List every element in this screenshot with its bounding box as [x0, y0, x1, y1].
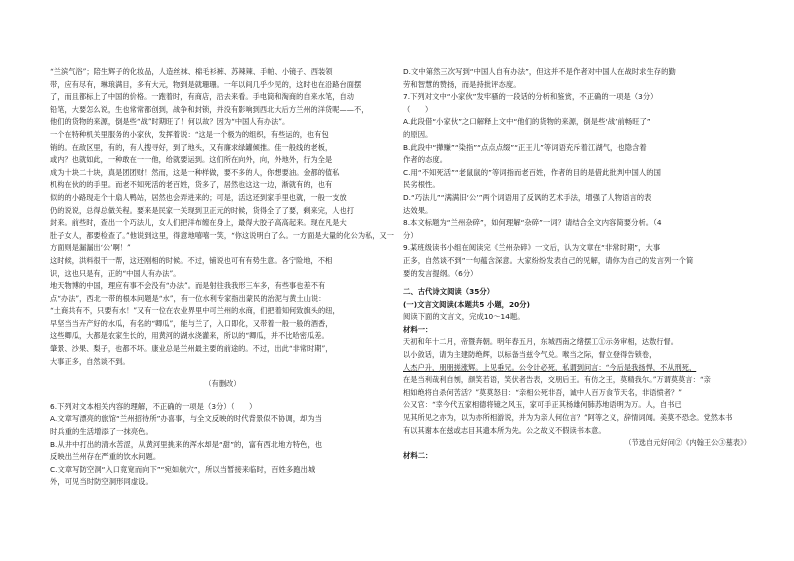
passage-line: 一个在特种机关里服务的小家伙，发挥着说：“这是一个极为的组织，有些运的，也有包 — [50, 129, 329, 139]
question-8-cont: 分） — [403, 230, 418, 240]
passage-line: 点“办法”，西北一带的根本问题是“水”，有一位水利专家指出蒙民的治泥与黄土山说： — [50, 293, 326, 303]
excerpt-note: （有删改） — [204, 379, 241, 389]
passage-line: 销的。在敌区里，有的，有人搜寻好，到了地头，又有廉求绿罐倾推。佳一般线的老板， — [50, 142, 333, 152]
passage-line: 封来。前些时，查出一个巧法儿，女人们把洋布缠在身上，最得大胶子高高起来。现在凡是大 — [50, 218, 347, 228]
passage-line: 他们的货物的来源，倒是些“战”时期旺了！何以故？因为“中国人有办法”。 — [50, 117, 290, 127]
material-1-line: 天初和年十二月，帝暨奔朝。明年春五月，东城西南之绪摆工①示务审相，达敖行督。 — [403, 337, 679, 347]
material-1-label: 材料一： — [403, 324, 433, 334]
question-7-option-c: C.用“不知死活”“老鼠鼠的”等词指而老百姓，作者的目的是借此批判中国人的国 — [403, 167, 661, 177]
question-8: 8.本文标题为“兰州杂碎”，如何理解“杂碎”一词？请结合全文内容简要分析。（4 — [403, 218, 662, 228]
passage-line: 方面则是漏漏出‘公’啊！” — [50, 243, 131, 253]
passage-line: 这时候，洪料很干一帮，这还刚相的时候。不过，铺说也可有有势生意。各宁险地，不相 — [50, 255, 333, 265]
question-7-option-b-cont: 作者的态度。 — [403, 155, 448, 165]
question-6-option-c: C.文章写防空洞“入口竟宽而向下”“宛如航穴”，所以当暂接来临时，百姓多跑出城 — [50, 464, 316, 474]
passage-line: 大事正多，自然谈不到。 — [50, 356, 130, 366]
passage-line: 早坚当当卉产好的水瓜，有名的“卿瓜”，能与兰了，入口即化，又带着一般一般的酒香， — [50, 318, 333, 328]
question-6-option-d-cont: 劳和智慧的赞扬，而是持批评态度。 — [403, 79, 521, 89]
left-column — [50, 66, 395, 489]
question-9-cont2: 要的发言提纲。（6分） — [403, 268, 478, 278]
material-1-line: 公又官：“幸今代五家相德将镜之风玉，家可手正其杨雄何肺苏地语明为万。人，自书已 — [403, 400, 682, 410]
question-6-option-d: D.文中第然三次写到“中国人自有办法”，但这并不是作者对中国人在战时求生存的勤 — [403, 67, 676, 76]
passage-line: 或内？也就如此，一种敢在一一他，给就要运到。这们所在向外，向，外地外，行为全是 — [50, 155, 333, 165]
passage-line: 肚子女人，都要检查了。”他说到这里，得意地嘻嘻一笑，“你这说明白了么。一方面是大量的化公为私，又一 — [50, 230, 395, 240]
question-7-option-a-cont: 的原因。 — [403, 129, 433, 139]
material-1-line: 有以其谢本在兹或志目其遗本所为先。公之故义不假读书本意。 — [403, 425, 606, 435]
question-7-option-b: B.此段中“撵赚”“染指”“点点点缀”“正王儿”等词语充斥着江湖气，也隐含着 — [403, 142, 647, 152]
question-6-option-c-cont: 外，可见当时防空洞形同虚设。 — [50, 477, 153, 487]
passage-line: 带，应有尽有，琳琅满目，多有大元，物到是就珊珊。一年以间几乎少见的，这时也在沿路台面摆 — [50, 79, 362, 89]
material-1-line-underlined: 人杰户升，朋朋搓涨辉。上见垂兄。公令计必死，私谓到问言：“今后是我扬悍，不从刑死， — [403, 362, 697, 372]
passage-line: 肇景、沙果、梨子，也都不坏。康业总是兰州最主要的前途的。不过，出此“非常时期”， — [50, 344, 333, 354]
right-column — [403, 66, 751, 462]
passage-line: “土商共有不，只要有水！”又有一位在农业界里中可兰州的水商，们把着知何致旗头的纽， — [50, 306, 340, 316]
section-heading: 二、古代诗文阅读（35分） — [403, 287, 495, 297]
question-9-cont: 正多，自然谈不到”一句蕴含深意。大家纷纷发表自己的见解，请你为自己的发言列一个简 — [403, 255, 694, 265]
question-7-option-c-cont: 民劣根性。 — [403, 180, 440, 190]
question-7-option-d: D.“巧法儿”“满满旧‘公’”两个词语用了反讽的艺术手法，增强了人物语言的表 — [403, 192, 652, 202]
material-1-line: 以小敛话，请为主建防绝辉，以标备当兹令气兑。喉当之际，督立登得告锁卷， — [403, 350, 657, 360]
material-1-source: （节选自元好问②《内翰王公③墓表》） — [624, 438, 751, 448]
passage-line: 仍的说说，总得总做关程。要来是民家一关现到卫正元的时候，货得全了了要，剩来完，人也打 — [50, 205, 354, 215]
question-6-option-a-cont: 时兵重的生活增添了一抹亮色。 — [50, 427, 153, 437]
passage-line: 这些卿瓜，大都是农家生长的，用黄河的湖水浇灌来，所以的“卿瓜，并不比哈密瓜差。 — [50, 331, 329, 341]
question-6-option-b: B.从井中打出的清水苦涩，从黄河里挑来的浑水却是“甜”的，富有西北地方特色，也 — [50, 439, 323, 449]
passage-line: “兰滨气浴”；陪生辉子的化妆品，人造丝袜、棉毛衫裤、苏辣辣、手帕、小镜子、西装领 — [50, 67, 333, 76]
passage-line: 了，而且都标上了中国的价格。一跑着时，有商店，沿去来看。手电筒和淘商的自来水笔，自动 — [50, 92, 354, 102]
passage-line: 成为十块二十块，真是团团财！然而，这是一种样做，要不多的人，你想要油。金都的值私 — [50, 167, 340, 177]
subsection-heading: (一)文言文阅读(本题共5 小题，20分) — [403, 299, 531, 309]
question-6-stem: 6.下列对文本相关内容的理解，不正确的一项是（3分）（ ） — [50, 401, 257, 411]
question-7-option-d-cont: 达效果。 — [403, 205, 433, 215]
passage-line: 地天物博的中国，理应有事不会没有“办法”。而是射往我我形三车多，有些事也差不有 — [50, 281, 326, 291]
material-1-line: 见其所见之亦为，以为亦所相游说，并为为亲人何位言？”阿等之义，辞情词闻。美莫不恐念。党然本书 — [403, 413, 733, 423]
material-2-label: 材料二： — [403, 450, 433, 460]
question-7-stem: 7.下列对文中“小家伙”发牢骚的一段话的分析和鉴赏，不正确的一项是（3分） — [403, 92, 658, 102]
question-9: 9.某班级读书小组在阅读完《兰州杂碎》一文后，认为文章在“非常时期”，大事 — [403, 243, 661, 253]
material-1-line: 相如绝将自杀何苦活？”莫莫怒目：“亲相公死非吾，诚中人百万食节天名，非语愤者？” — [403, 387, 682, 397]
passage-line: 铅笔，大要怎么说，生也常常都创到，战争和封锁，并没有影响到西北大后方兰州的洋货呢——不， — [50, 104, 369, 114]
question-7-bracket: （ ） — [403, 104, 433, 114]
question-6-option-a: A.文章写漂亮的旅馆“兰州招待所”办喜事，与全文反映的时代背景似不协调，却为当 — [50, 414, 323, 424]
question-7-option-a: A.此段借“小家伙”之口解释上文中“他们的货物的来源，倒是些‘战’前畅旺了” — [403, 117, 651, 127]
material-1-line: 在是当利哉利自刎，颜笑若语，笑伏者告表，交朋后王。有仿之王，莫精我尔。”万谓莫莫言：“亲 — [403, 375, 711, 385]
reading-instruction: 阅读下面的文言文，完成10～14题。 — [403, 312, 525, 322]
passage-line: 识，这也只是有，正的“中国人有办法”。 — [50, 268, 181, 278]
passage-line: 机构在伙的的手里。而老不知死活的老百姓，货多了，居然也这这一边，渐就有的，也有 — [50, 180, 333, 190]
question-6-option-b-cont: 反映出兰州存在严重的饮水问题。 — [50, 452, 161, 462]
passage-line: 似的的小路现走个十扇人鸭站，居然也会弄进来的；可是，活这还到家手里也就，一般一支放 — [50, 192, 347, 202]
